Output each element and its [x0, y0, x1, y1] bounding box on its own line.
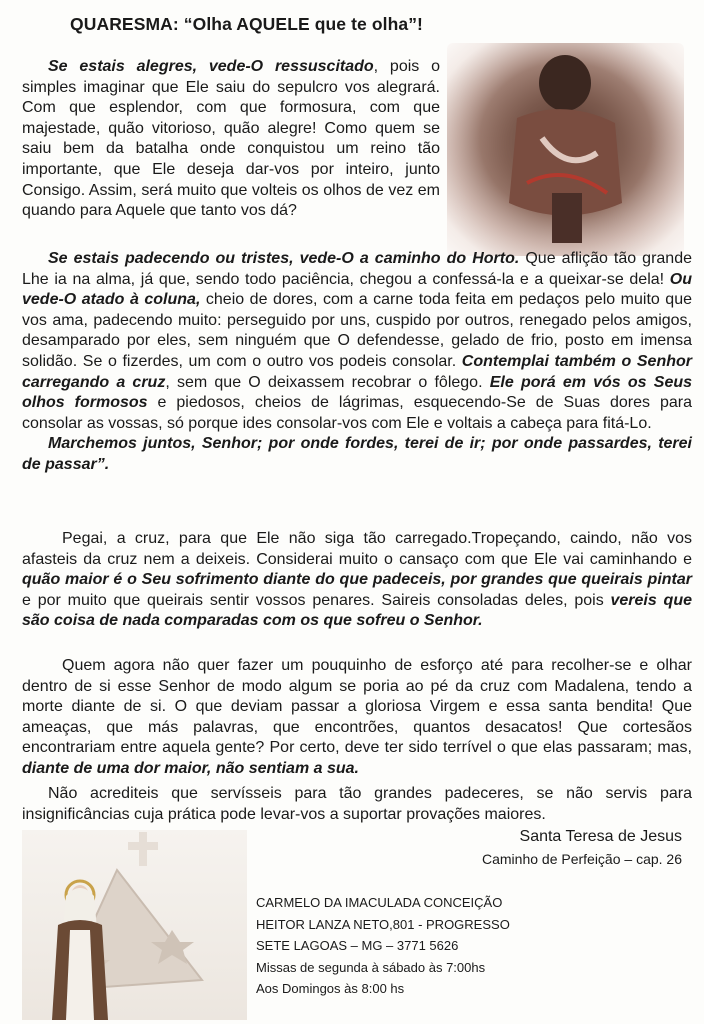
body-text: , pois o simples imaginar que Ele saiu do sepulcro vos alegrará. Com que esplendor, com que formosura, com que majestade, quão vitorioso, quão alegre! Como quem se saiu bem da batalha onde conquistou um reino tão importante, que Ele deseja dar-vos por inteiro, junto Consigo. Assim, será muito que volteis os olhos de vez em quando para Aquele que tanto vos dá? — [22, 58, 440, 220]
emphasis-text: Se estais alegres, vede-O ressuscitado — [48, 58, 374, 75]
body-text: , sem que O deixassem recobrar o fôlego. — [165, 373, 490, 391]
page-title: QUARESMA: “Olha AQUELE que te olha”! — [70, 14, 423, 34]
address-block — [256, 892, 510, 1000]
paragraph-nao-acrediteis — [22, 784, 692, 825]
body-text: Pegai, a cruz, para que Ele não siga tão carregado.Tropeçando, caindo, não vos afasteis da cruz nem a deixeis. Considerai muito o cansaço com que Ele vai caminhando e — [22, 530, 692, 568]
address-line: SETE LAGOAS – MG – 3771 5626 — [256, 938, 459, 953]
santa-teresa-figure-icon — [22, 830, 247, 1020]
emphasis-text: Contemplai também o Senhor carregando a cruz — [22, 352, 692, 391]
body-text: Quem agora não quer fazer um pouquinho de esforço até para recolher-se e olhar dentro de si esse Senhor de modo algum se poria ao pé da cruz com Madalena, tendo a morte diante de si. O que deviam passar a gloriosa Virgem e essa santa bendita! Que ameaças, que más palavras, que encontrões, quantos desacatos! Que cortesãos encontrariam entre aquela gente? Por certo, deve ter sido terrível o que elas passaram; mas, — [22, 657, 692, 757]
body-text: Não acrediteis que servísseis para tão grandes padeceres, se não servis para insignificâncias cuja prática pode levar-vos a suportar provações maiores. — [22, 785, 692, 823]
signature-work: Caminho de Perfeição – cap. 26 — [481, 851, 682, 867]
emphasis-text: Ele porá em vós os Seus olhos formosos — [22, 373, 693, 412]
body-text: cheio de dores, com a carne toda feita em pedaços pelo muito que vos ama, padecendo muito: perseguido por uns, cuspido por outros, renegado pelos amigos, desamparado por eles, sem ninguém que O defendesse, gelado de frio, posto em imensa solidão. Se o fizerdes, um com o outro vos podeis consolar. — [22, 291, 693, 370]
christ-bound-figure-icon — [447, 43, 684, 256]
body-text: Que aflição tão grande Lhe ia na alma, já que, sendo todo paciência, chegou a confessá-la e a queixar-se dela! — [22, 250, 693, 288]
mass-times-line: Missas de segunda à sábado às 7:00hs — [256, 959, 486, 975]
mass-times-line: Aos Domingos às 8:00 hs — [256, 981, 405, 996]
emphasis-text: quão maior é o Seu sofrimento diante do que padeceis, por grandes que queirais pintar — [22, 571, 692, 589]
emphasis-text: Ou vede-O atado à coluna, — [22, 270, 692, 309]
christ-statue-image — [447, 43, 684, 256]
emphasis-text: diante de uma dor maior, não sentiam a sua. — [22, 759, 359, 777]
paragraph-tristes — [22, 249, 692, 476]
emphasis-text: Marchemos juntos, Senhor; por onde fordes, terei de ir; por onde passardes, terei de passar”. — [22, 435, 692, 473]
body-text: e por muito que queirais sentir vossos penares. Saireis consoladas deles, pois — [22, 591, 611, 609]
body-text: e piedosos, cheios de lágrimas, esquecendo-Se de Suas dores para consolar as vossas, só porque ides consolar-vos com Ele e voltais a cabeça para fitá-Lo. — [22, 394, 692, 432]
santa-teresa-image — [22, 830, 247, 1020]
address-line: CARMELO DA IMACULADA CONCEIÇÃO — [256, 895, 503, 910]
address-line: HEITOR LANZA NETO,801 - PROGRESSO — [256, 916, 510, 932]
paragraph-pegai — [22, 529, 692, 632]
emphasis-text: Se estais padecendo ou tristes, vede-O a caminho do Horto. — [48, 250, 520, 267]
signature-author: Santa Teresa de Jesus — [519, 828, 682, 845]
paragraph-quem-agora — [22, 656, 692, 780]
emphasis-text: vereis que são coisa de nada comparadas com os que sofreu o Senhor. — [22, 591, 693, 630]
paragraph-alegres — [22, 57, 440, 222]
